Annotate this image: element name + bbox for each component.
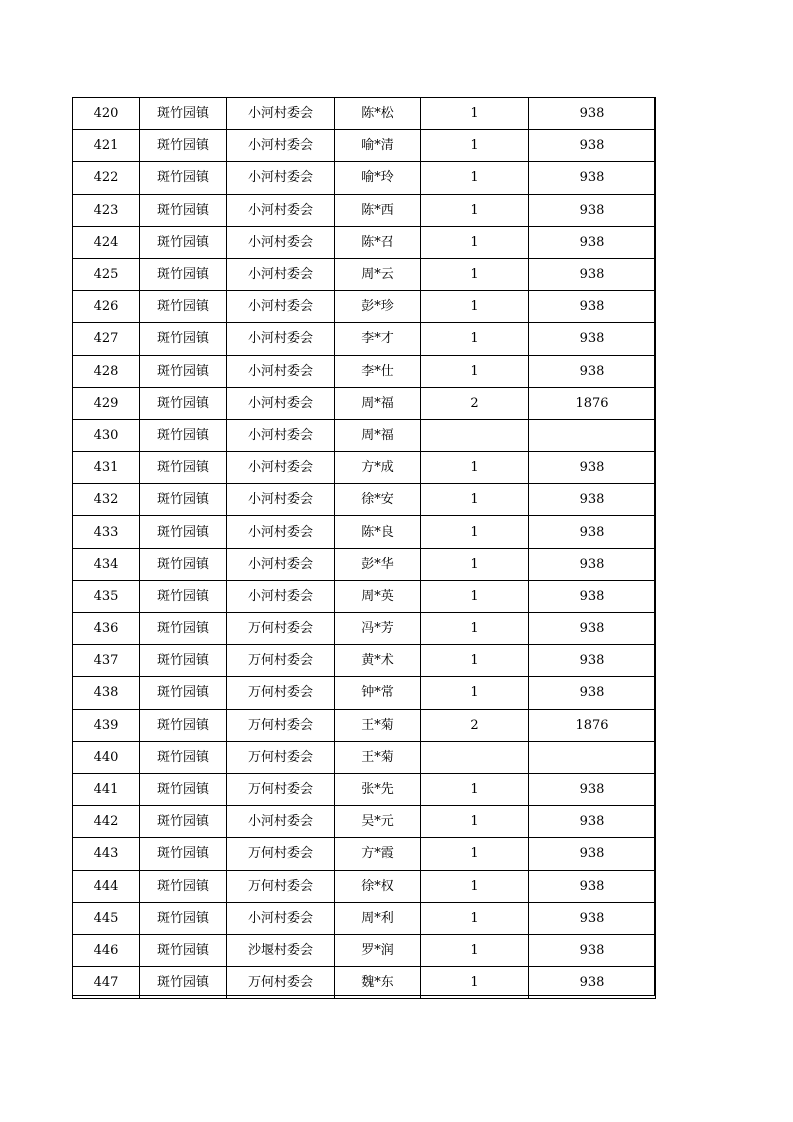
cell-town: 斑竹园镇: [140, 741, 227, 773]
cell-amount: 938: [529, 323, 656, 355]
cell-count: 1: [421, 194, 529, 226]
table-row: [73, 709, 656, 741]
cell-village: 万何村委会: [227, 967, 335, 999]
cell-name: 喻*玲: [335, 162, 421, 194]
cell-count: 1: [421, 580, 529, 612]
cell-town: 斑竹园镇: [140, 580, 227, 612]
cell-town: 斑竹园镇: [140, 934, 227, 966]
cell-town: 斑竹园镇: [140, 194, 227, 226]
cell-count: 1: [421, 548, 529, 580]
cell-village: 小河村委会: [227, 516, 335, 548]
cell-amount: 938: [529, 452, 656, 484]
cell-village: 万何村委会: [227, 645, 335, 677]
table-row: [73, 806, 656, 838]
cell-name: 周*英: [335, 580, 421, 612]
cell-count: 1: [421, 677, 529, 709]
cell-village: 小河村委会: [227, 98, 335, 130]
table-row: [73, 419, 656, 451]
cell-name: 喻*清: [335, 130, 421, 162]
table-row: [73, 291, 656, 323]
table-row: [73, 934, 656, 966]
cell-count: 1: [421, 130, 529, 162]
cell-count: 1: [421, 967, 529, 999]
cell-count: 1: [421, 838, 529, 870]
table-row: [73, 355, 656, 387]
cell-serial-number: 421: [73, 130, 140, 162]
cell-name: 彭*珍: [335, 291, 421, 323]
cell-town: 斑竹园镇: [140, 870, 227, 902]
cell-amount: 938: [529, 98, 656, 130]
cell-town: 斑竹园镇: [140, 387, 227, 419]
cell-amount: 938: [529, 677, 656, 709]
cell-amount: 938: [529, 162, 656, 194]
cell-serial-number: 440: [73, 741, 140, 773]
cell-count: 1: [421, 773, 529, 805]
cell-count: 1: [421, 645, 529, 677]
cell-name: 罗*润: [335, 934, 421, 966]
table-body: [73, 98, 656, 999]
table-row: [73, 548, 656, 580]
cell-town: 斑竹园镇: [140, 677, 227, 709]
table-row: [73, 580, 656, 612]
cell-village: 小河村委会: [227, 806, 335, 838]
cell-count: 1: [421, 452, 529, 484]
cell-serial-number: 447: [73, 967, 140, 999]
cell-name: 李*才: [335, 323, 421, 355]
cell-name: 方*成: [335, 452, 421, 484]
cell-serial-number: 429: [73, 387, 140, 419]
cell-count: 1: [421, 516, 529, 548]
cell-amount: 938: [529, 645, 656, 677]
cell-village: 小河村委会: [227, 387, 335, 419]
table-row: [73, 387, 656, 419]
cell-count: 1: [421, 226, 529, 258]
cell-count: 1: [421, 355, 529, 387]
table-row: [73, 613, 656, 645]
cell-name: 彭*华: [335, 548, 421, 580]
cell-serial-number: 428: [73, 355, 140, 387]
cell-town: 斑竹园镇: [140, 484, 227, 516]
cell-amount: [529, 419, 656, 451]
cell-serial-number: 420: [73, 98, 140, 130]
cell-count: 1: [421, 291, 529, 323]
cell-town: 斑竹园镇: [140, 355, 227, 387]
cell-name: 周*福: [335, 419, 421, 451]
cell-count: 1: [421, 98, 529, 130]
cell-amount: 938: [529, 613, 656, 645]
cell-serial-number: 426: [73, 291, 140, 323]
cell-town: 斑竹园镇: [140, 291, 227, 323]
table-row: [73, 323, 656, 355]
table-row: [73, 258, 656, 290]
subsidy-table: [72, 97, 656, 999]
cell-serial-number: 431: [73, 452, 140, 484]
cell-count: [421, 419, 529, 451]
cell-count: 1: [421, 870, 529, 902]
cell-amount: 1876: [529, 387, 656, 419]
cell-serial-number: 422: [73, 162, 140, 194]
cell-amount: 938: [529, 580, 656, 612]
cell-amount: 938: [529, 806, 656, 838]
cell-name: 李*仕: [335, 355, 421, 387]
cell-amount: 938: [529, 258, 656, 290]
table-row: [73, 194, 656, 226]
cell-amount: 938: [529, 548, 656, 580]
cell-count: 2: [421, 709, 529, 741]
cell-serial-number: 432: [73, 484, 140, 516]
cell-name: 张*先: [335, 773, 421, 805]
table-row: [73, 226, 656, 258]
cell-village: 小河村委会: [227, 323, 335, 355]
cell-amount: 938: [529, 291, 656, 323]
cell-name: 徐*权: [335, 870, 421, 902]
cell-serial-number: 437: [73, 645, 140, 677]
cell-town: 斑竹园镇: [140, 258, 227, 290]
cell-amount: 938: [529, 516, 656, 548]
cell-serial-number: 439: [73, 709, 140, 741]
cell-count: 1: [421, 613, 529, 645]
table-row: [73, 902, 656, 934]
cell-village: 小河村委会: [227, 902, 335, 934]
cell-town: 斑竹园镇: [140, 226, 227, 258]
cell-amount: 938: [529, 838, 656, 870]
cell-name: 方*霞: [335, 838, 421, 870]
table-row: [73, 645, 656, 677]
table-row: [73, 741, 656, 773]
cell-serial-number: 442: [73, 806, 140, 838]
table-row: [73, 516, 656, 548]
cell-count: 1: [421, 902, 529, 934]
cell-amount: 938: [529, 967, 656, 999]
cell-name: 王*菊: [335, 741, 421, 773]
table-row: [73, 130, 656, 162]
cell-name: 王*菊: [335, 709, 421, 741]
cell-name: 魏*东: [335, 967, 421, 999]
cell-village: 小河村委会: [227, 580, 335, 612]
cell-amount: 938: [529, 773, 656, 805]
cell-serial-number: 441: [73, 773, 140, 805]
cell-serial-number: 434: [73, 548, 140, 580]
cell-amount: 938: [529, 130, 656, 162]
cell-village: 小河村委会: [227, 258, 335, 290]
cell-name: 陈*召: [335, 226, 421, 258]
cell-village: 小河村委会: [227, 484, 335, 516]
cell-name: 陈*松: [335, 98, 421, 130]
cell-count: 1: [421, 806, 529, 838]
cell-town: 斑竹园镇: [140, 709, 227, 741]
cell-serial-number: 445: [73, 902, 140, 934]
cell-count: 1: [421, 484, 529, 516]
cell-serial-number: 435: [73, 580, 140, 612]
cell-village: 万何村委会: [227, 870, 335, 902]
cell-village: 小河村委会: [227, 194, 335, 226]
cell-town: 斑竹园镇: [140, 130, 227, 162]
cell-amount: 938: [529, 902, 656, 934]
cell-count: 1: [421, 258, 529, 290]
cell-village: 万何村委会: [227, 677, 335, 709]
cell-name: 黄*术: [335, 645, 421, 677]
cell-serial-number: 438: [73, 677, 140, 709]
cell-amount: 1876: [529, 709, 656, 741]
cell-town: 斑竹园镇: [140, 838, 227, 870]
cell-serial-number: 430: [73, 419, 140, 451]
cell-name: 钟*常: [335, 677, 421, 709]
cell-town: 斑竹园镇: [140, 323, 227, 355]
table-row: [73, 452, 656, 484]
cell-serial-number: 427: [73, 323, 140, 355]
cell-name: 陈*良: [335, 516, 421, 548]
cell-village: 万何村委会: [227, 613, 335, 645]
cell-count: 1: [421, 934, 529, 966]
cell-amount: 938: [529, 870, 656, 902]
cell-serial-number: 425: [73, 258, 140, 290]
cell-name: 徐*安: [335, 484, 421, 516]
cell-town: 斑竹园镇: [140, 162, 227, 194]
cell-amount: 938: [529, 484, 656, 516]
cell-name: 周*云: [335, 258, 421, 290]
cell-serial-number: 424: [73, 226, 140, 258]
cell-town: 斑竹园镇: [140, 613, 227, 645]
cell-count: [421, 741, 529, 773]
cell-serial-number: 423: [73, 194, 140, 226]
cell-village: 小河村委会: [227, 548, 335, 580]
cell-name: 陈*西: [335, 194, 421, 226]
cell-town: 斑竹园镇: [140, 516, 227, 548]
cell-serial-number: 444: [73, 870, 140, 902]
cell-village: 万何村委会: [227, 773, 335, 805]
cell-serial-number: 443: [73, 838, 140, 870]
table-row: [73, 98, 656, 130]
cell-village: 小河村委会: [227, 355, 335, 387]
cell-town: 斑竹园镇: [140, 645, 227, 677]
cell-count: 1: [421, 323, 529, 355]
cell-town: 斑竹园镇: [140, 452, 227, 484]
cell-serial-number: 436: [73, 613, 140, 645]
cell-village: 沙堰村委会: [227, 934, 335, 966]
cell-town: 斑竹园镇: [140, 967, 227, 999]
table-row: [73, 870, 656, 902]
cell-count: 2: [421, 387, 529, 419]
cell-name: 周*福: [335, 387, 421, 419]
cell-town: 斑竹园镇: [140, 773, 227, 805]
cell-village: 小河村委会: [227, 226, 335, 258]
cell-amount: 938: [529, 934, 656, 966]
cell-village: 小河村委会: [227, 452, 335, 484]
cell-serial-number: 433: [73, 516, 140, 548]
cell-town: 斑竹园镇: [140, 548, 227, 580]
table-row: [73, 773, 656, 805]
cell-town: 斑竹园镇: [140, 806, 227, 838]
cell-village: 万何村委会: [227, 741, 335, 773]
cell-village: 万何村委会: [227, 838, 335, 870]
cell-village: 万何村委会: [227, 709, 335, 741]
cell-amount: 938: [529, 226, 656, 258]
cell-serial-number: 446: [73, 934, 140, 966]
cell-count: 1: [421, 162, 529, 194]
cell-name: 吴*元: [335, 806, 421, 838]
cell-amount: 938: [529, 194, 656, 226]
cell-town: 斑竹园镇: [140, 419, 227, 451]
cell-village: 小河村委会: [227, 291, 335, 323]
cell-town: 斑竹园镇: [140, 902, 227, 934]
cell-amount: 938: [529, 355, 656, 387]
cell-village: 小河村委会: [227, 130, 335, 162]
table-row: [73, 162, 656, 194]
cell-village: 小河村委会: [227, 162, 335, 194]
cell-town: 斑竹园镇: [140, 98, 227, 130]
table-row: [73, 484, 656, 516]
cell-name: 周*利: [335, 902, 421, 934]
cell-amount: [529, 741, 656, 773]
cell-name: 冯*芳: [335, 613, 421, 645]
table-row: [73, 838, 656, 870]
table-row: [73, 967, 656, 999]
cell-village: 小河村委会: [227, 419, 335, 451]
table-row: [73, 677, 656, 709]
